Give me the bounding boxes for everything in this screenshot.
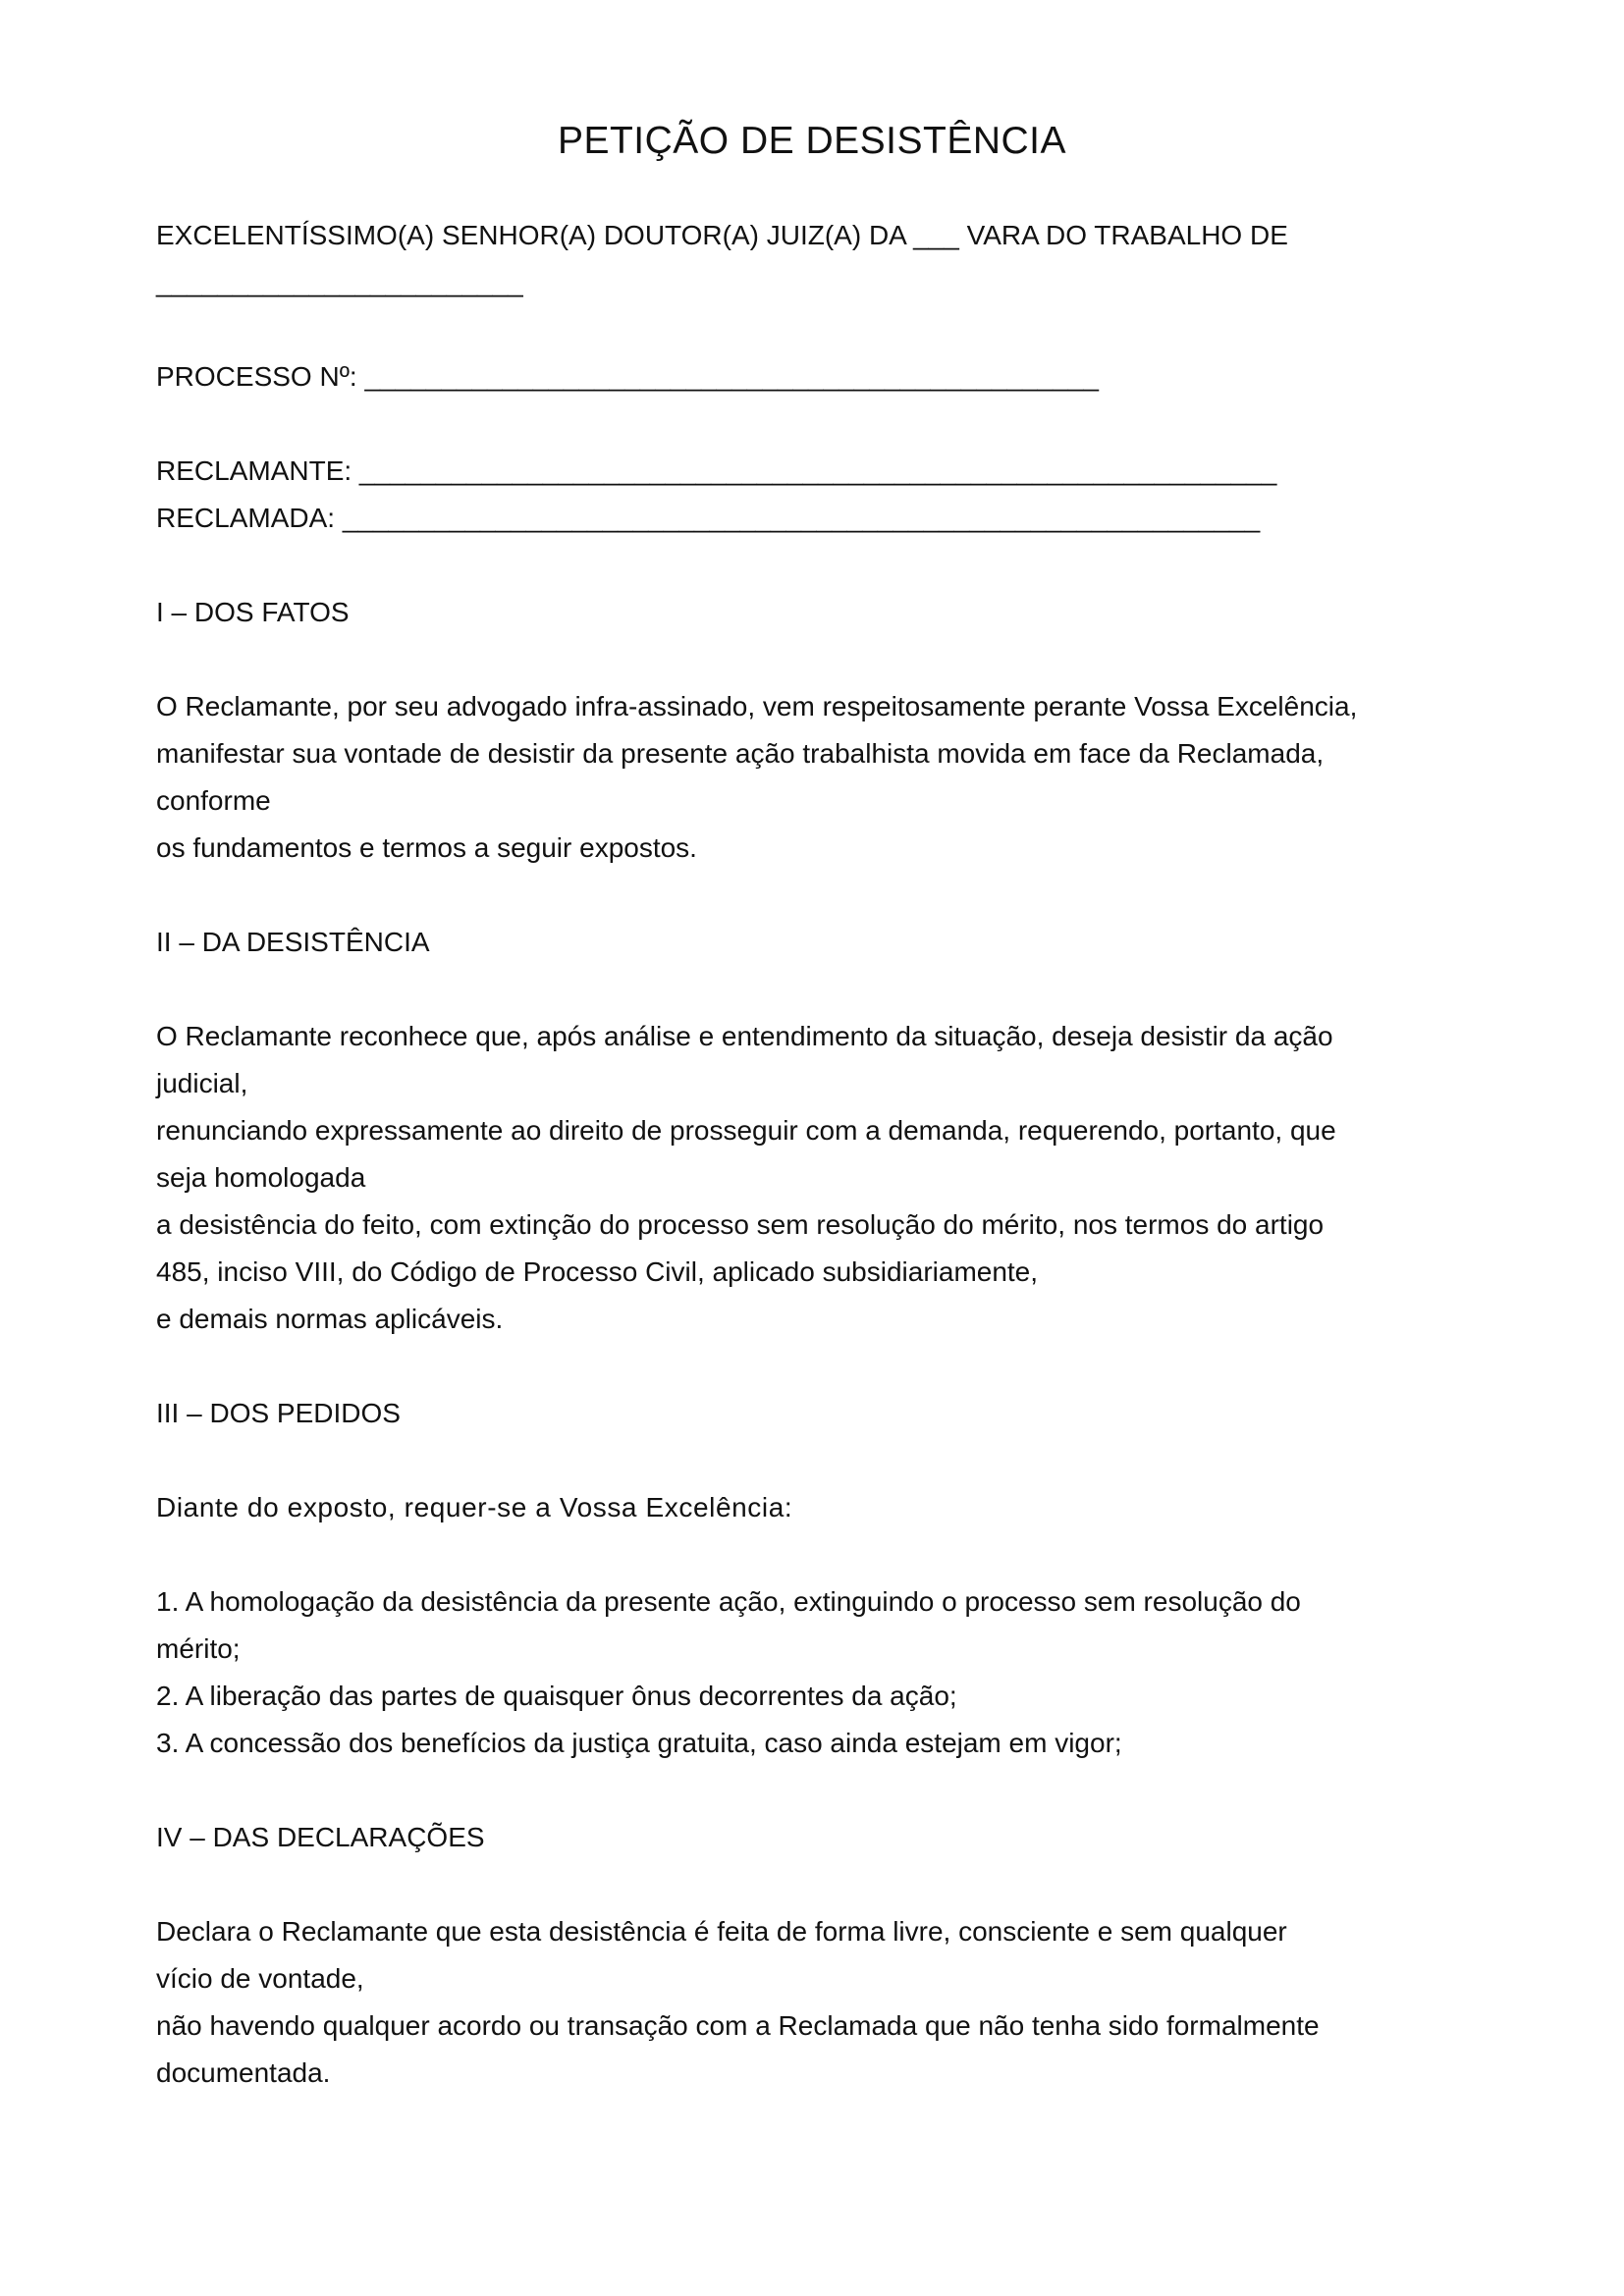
spacer	[156, 1861, 1433, 1908]
desistencia-line-6: 485, inciso VIII, do Código de Processo Civil, aplicado subsidiariamente,	[156, 1256, 1039, 1287]
reclamante-line: RECLAMANTE: ____________________________________________________________	[156, 455, 1277, 486]
fatos-line-2: manifestar sua vontade de desistir da presente ação trabalhista movida em face da Reclamada,	[156, 738, 1325, 769]
address-line-2: ________________________	[156, 267, 523, 297]
spacer	[156, 1437, 1433, 1484]
spacer	[156, 1531, 1433, 1578]
desistencia-line-2: judicial,	[156, 1068, 248, 1098]
desistencia-line-3: renunciando expressamente ao direito de prosseguir com a demanda, requerendo, portanto, que	[156, 1115, 1336, 1146]
pedidos-line-4: 3. A concessão dos benefícios da justiça gratuita, caso ainda estejam em vigor;	[156, 1728, 1122, 1758]
fatos-line-4: os fundamentos e termos a seguir expostos.	[156, 832, 697, 863]
reclamada-line: RECLAMADA: ____________________________________________________________	[156, 503, 1261, 533]
declaracoes-line-3: não havendo qualquer acordo ou transação com a Reclamada que não tenha sido formalmente	[156, 2010, 1320, 2041]
spacer	[156, 1767, 1433, 1814]
process-number-line: PROCESSO Nº: ________________________________________________	[156, 361, 1099, 392]
pedidos-line-2: mérito;	[156, 1633, 241, 1664]
section-heading-pedidos: III – DOS PEDIDOS	[156, 1398, 401, 1428]
pedidos-intro: Diante do exposto, requer-se a Vossa Excelência:	[156, 1492, 793, 1522]
section-heading-fatos: I – DOS FATOS	[156, 597, 350, 627]
pedidos-line-3: 2. A liberação das partes de quaisquer ônus decorrentes da ação;	[156, 1681, 957, 1711]
spacer	[156, 872, 1433, 919]
desistencia-line-1: O Reclamante reconhece que, após análise e entendimento da situação, deseja desistir da ação	[156, 1021, 1333, 1051]
spacer	[156, 400, 1433, 448]
desistencia-line-4: seja homologada	[156, 1162, 366, 1193]
declaracoes-line-1: Declara o Reclamante que esta desistência é feita de forma livre, consciente e sem qualquer	[156, 1916, 1287, 1947]
section-heading-declaracoes: IV – DAS DECLARAÇÕES	[156, 1822, 485, 1852]
spacer	[156, 542, 1433, 589]
document-body	[156, 212, 1433, 2097]
address-line-1: EXCELENTÍSSIMO(A) SENHOR(A) DOUTOR(A) JUIZ(A) DA ___ VARA DO TRABALHO DE	[156, 220, 1288, 250]
spacer	[156, 306, 1433, 353]
declaracoes-line-4: documentada.	[156, 2057, 331, 2088]
spacer	[156, 1343, 1433, 1390]
desistencia-line-7: e demais normas aplicáveis.	[156, 1304, 504, 1334]
section-heading-desistencia: II – DA DESISTÊNCIA	[156, 927, 430, 957]
spacer	[156, 966, 1433, 1013]
fatos-line-1: O Reclamante, por seu advogado infra-assinado, vem respeitosamente perante Vossa Excelência,	[156, 691, 1358, 721]
fatos-line-3: conforme	[156, 785, 271, 816]
spacer	[156, 636, 1433, 683]
pedidos-line-1: 1. A homologação da desistência da presente ação, extinguindo o processo sem resolução do	[156, 1586, 1301, 1617]
document-title: PETIÇÃO DE DESISTÊNCIA	[557, 120, 1067, 162]
declaracoes-line-2: vício de vontade,	[156, 1963, 364, 1994]
desistencia-line-5: a desistência do feito, com extinção do processo sem resolução do mérito, nos termos do artigo	[156, 1209, 1325, 1240]
